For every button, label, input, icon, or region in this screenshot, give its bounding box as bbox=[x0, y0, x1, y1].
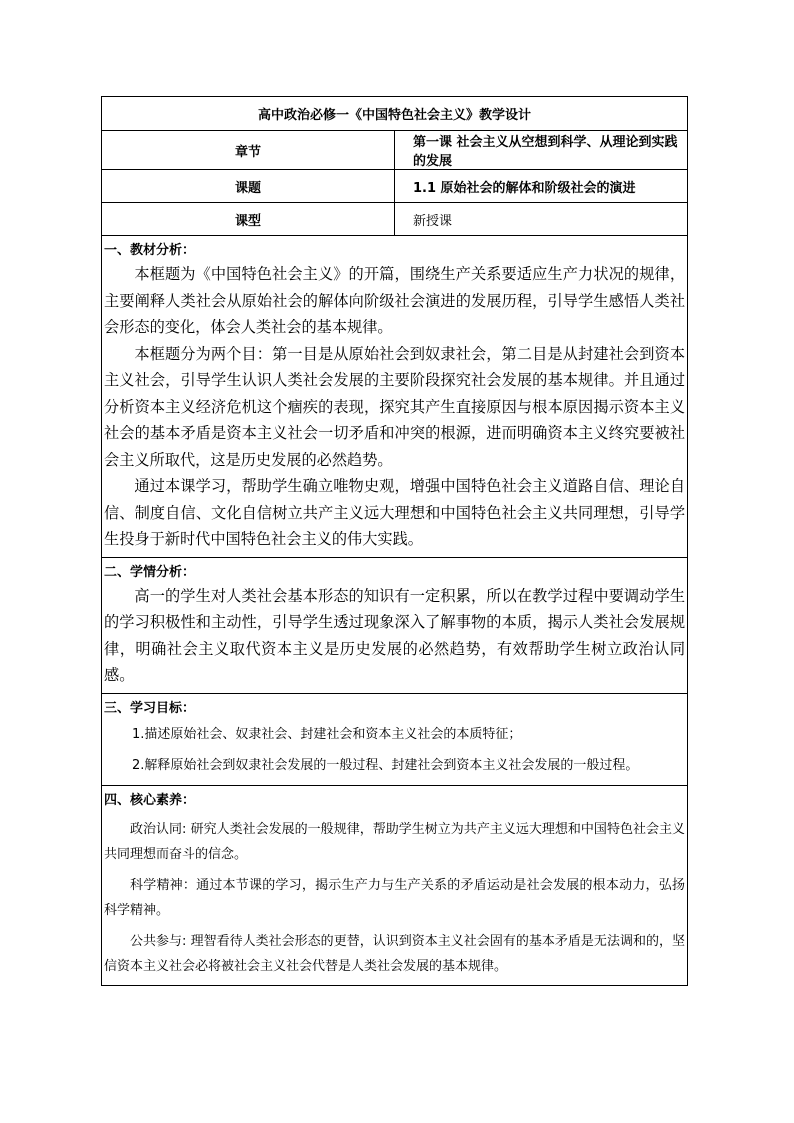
list-item: 公共参与: 理智看待人类社会形态的更替，认识到资本主义社会固有的基本矛盾是无法调和的，坚信资本主义社会必将被社会主义社会代替是人类社会发展的基本规律。 bbox=[104, 933, 685, 974]
document-title: 高中政治必修一《中国特色社会主义》教学设计 bbox=[102, 97, 688, 131]
textbook-analysis-section bbox=[102, 236, 688, 558]
table-row bbox=[102, 131, 688, 170]
list-item: 科学精神：通过本节课的学习，揭示生产力与生产关系的矛盾运动是社会发展的根本动力，弘扬科学精神。 bbox=[104, 877, 685, 918]
chapter-value: 第一课 社会主义从空想到科学、从理论到实践的发展 bbox=[395, 131, 688, 170]
lesson-plan-table bbox=[101, 96, 688, 986]
paragraph: 高一的学生对人类社会基本形态的知识有一定积累，所以在教学过程中要调动学生的学习积极性和主动性，引导学生透过现象深入了解事物的本质，揭示人类社会发展规律，明确社会主义取代资本主义是历史发展的必然趋势，有效帮助学生树立政治认同感。 bbox=[104, 586, 685, 684]
topic-value: 1.1 原始社会的解体和阶级社会的演进 bbox=[395, 170, 688, 203]
section-heading: 三、学习目标： bbox=[104, 700, 196, 716]
paragraph: 本框题分为两个目：第一目是从原始社会到奴隶社会，第二目是从封建社会到资本主义社会，引导学生认识人类社会发展的主要阶段探究社会发展的基本规律。并且通过分析资本主义经济危机这个痼疾的表现，探究其产生直接原因与根本原因揭示资本主义社会的基本矛盾是资本主义社会一切矛盾和冲突的根源，进而明确资本主义终究要被社会主义所取代，这是历史发展的必然趋势。 bbox=[104, 344, 685, 469]
lesson-type-label: 课型 bbox=[102, 203, 395, 236]
paragraph: 通过本课学习，帮助学生确立唯物史观，增强中国特色社会主义道路自信、理论自信、制度自信、文化自信树立共产主义远大理想和中国特色社会主义共同理想，引导学生投身于新时代中国特色社会主义的伟大实践。 bbox=[104, 477, 685, 548]
section-heading: 二、学情分析： bbox=[104, 564, 196, 580]
lesson-type-value: 新授课 bbox=[395, 203, 688, 236]
paragraph: 本框题为《中国特色社会主义》的开篇，围绕生产关系要适应生产力状况的规律，主要阐释人类社会从原始社会的解体向阶级社会演进的发展历程，引导学生感悟人类社会形态的变化，体会人类社会的基本规律。 bbox=[104, 265, 685, 336]
table-row bbox=[102, 170, 688, 203]
list-item: 政治认同: 研究人类社会发展的一般规律，帮助学生树立为共产主义远大理想和中国特色社会主义共同理想而奋斗的信念。 bbox=[104, 821, 685, 862]
chapter-label: 章节 bbox=[102, 131, 395, 170]
section-heading: 一、教材分析： bbox=[104, 243, 196, 258]
student-analysis-section bbox=[102, 557, 688, 693]
section-heading: 四、核心素养： bbox=[104, 792, 196, 808]
learning-goals-section bbox=[102, 693, 688, 785]
list-item: 2.解释原始社会到奴隶社会发展的一般过程、封建社会到资本主义社会发展的一般过程。 bbox=[132, 757, 639, 773]
list-item: 1.描述原始社会、奴隶社会、封建社会和资本主义社会的本质特征； bbox=[132, 726, 522, 742]
topic-label: 课题 bbox=[102, 170, 395, 203]
table-row bbox=[102, 203, 688, 236]
core-literacy-section bbox=[102, 785, 688, 985]
